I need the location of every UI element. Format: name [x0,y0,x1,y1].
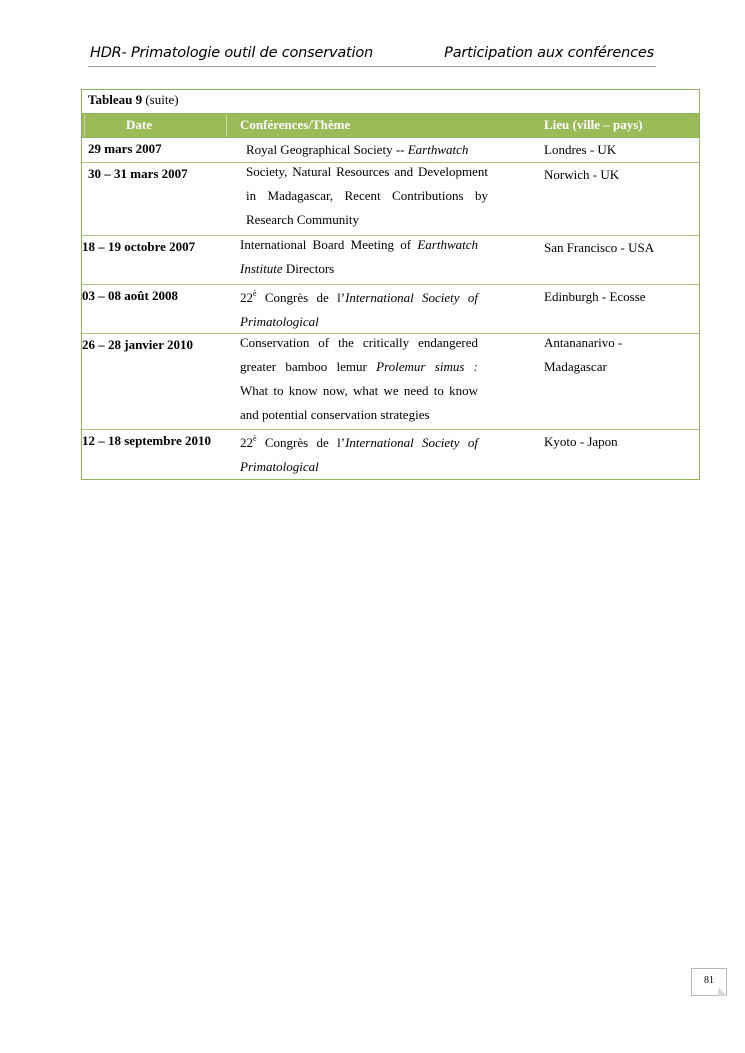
row-date: 18 – 19 octobre 2007 [82,239,196,254]
table-row [82,163,699,236]
row-theme: Royal Geographical Society -- Earthwatch [246,142,469,157]
table-caption-suffix: (suite) [142,92,179,107]
page-header [88,44,656,67]
row-place: Antananarivo - Madagascar [544,335,623,374]
row-date: 03 – 08 août 2008 [82,288,179,303]
table-header-row [82,114,699,138]
row-place: Kyoto - Japon [544,434,618,449]
page-fold-icon [718,987,727,996]
row-place: Norwich - UK [544,167,620,182]
row-theme: Conservation of the critically endangered greater bamboo lemur Prolemur simus : What to know now, what we need to know and potential conservation strategies [240,335,478,422]
page-number [691,968,727,996]
row-theme: International Board Meeting of Earthwatch Institute Directors [240,237,478,276]
row-date: 29 mars 2007 [88,141,162,156]
conference-table [81,89,700,480]
column-header-place: Lieu (ville – pays) [544,117,643,132]
table-row [82,430,699,479]
row-date: 30 – 31 mars 2007 [88,166,188,181]
row-place: Edinburgh - Ecosse [544,289,646,304]
table-row [82,285,699,334]
row-place: San Francisco - USA [544,240,655,255]
row-theme: Society, Natural Resources and Development in Madagascar, Recent Contributions by Research Community [246,164,488,227]
row-place: Londres - UK [544,142,617,157]
table-row [82,236,699,285]
column-header-theme: Conférences/Thème [240,117,351,132]
table-row [82,334,699,430]
row-date: 26 – 28 janvier 2010 [82,337,193,352]
row-theme: $22^è$ Congrès de l’International Society of Primatological [240,434,478,474]
column-header-date: Date [126,117,152,132]
header-title: HDR- Primatologie outil de conservation [90,45,374,61]
row-date: 12 – 18 septembre 2010 [82,433,212,448]
page-number-label: 81 [704,975,714,986]
header-section: Participation aux conférences [444,45,654,61]
row-theme: $22^è$ Congrès de l’International Society of Primatological [240,289,478,329]
table-caption [82,90,699,114]
table-caption-label: Tableau 9 [88,92,143,107]
